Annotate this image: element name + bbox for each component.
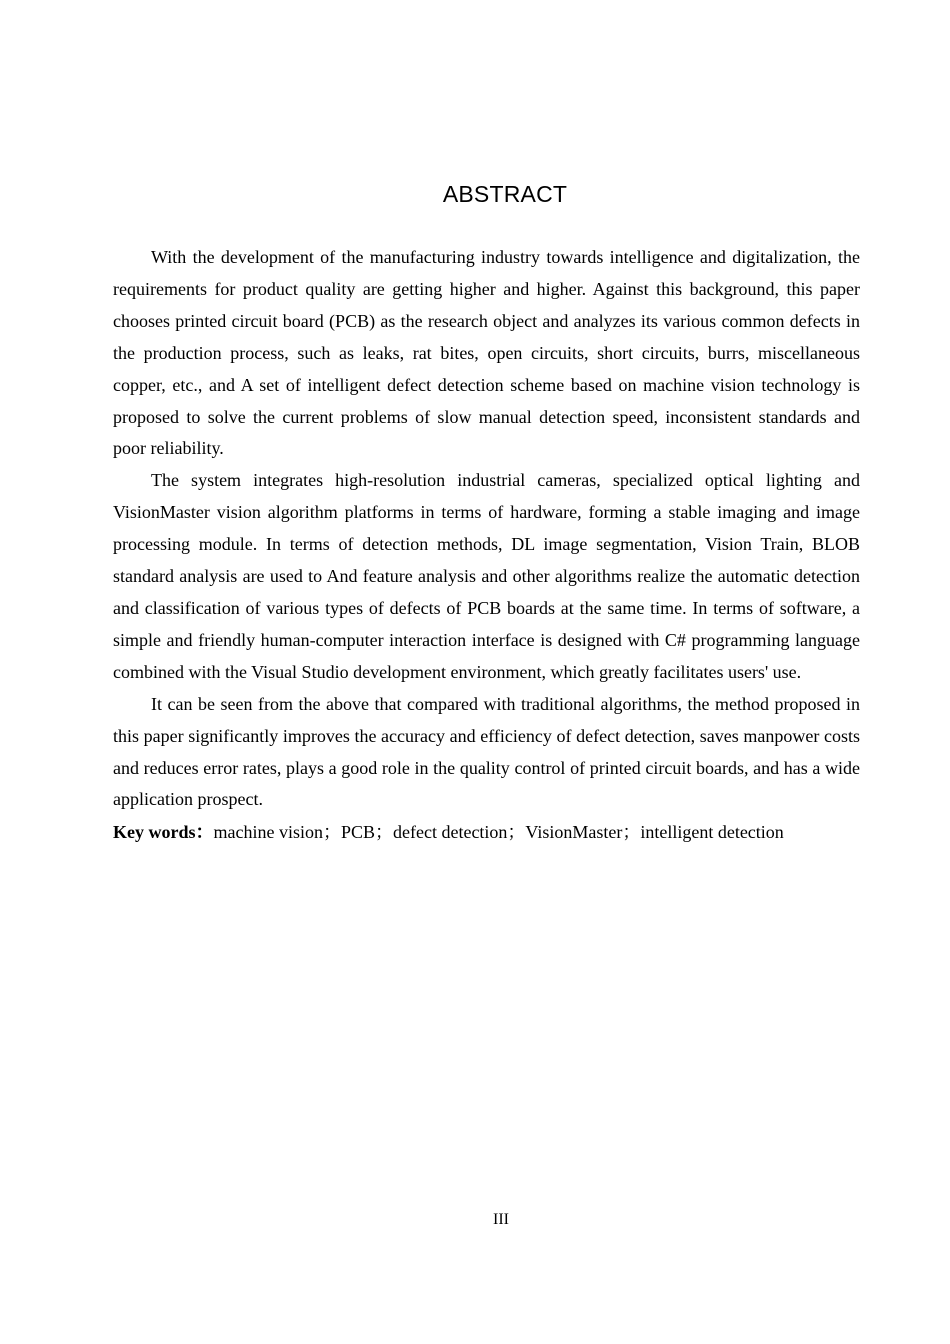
abstract-title: ABSTRACT [442, 181, 568, 207]
abstract-paragraph-3: It can be seen from the above that compared with traditional algorithms, the method proposed in this paper significantly improves the accuracy and efficiency of defect detection, saves manpower costs and reduces error rates, plays a good role in the quality control of printed circuit boards, and has a wide application prospect. [113, 693, 860, 810]
abstract-paragraph-1: With the development of the manufacturing industry towards intelligence and digitalization, the requirements for product quality are getting higher and higher. Against this background, this paper chooses printed circuit board (PCB) as the research object and analyzes its various common defects in the production process, such as leaks, rat bites, open circuits, short circuits, burrs, miscellaneous copper, etc., and A set of intelligent defect detection scheme based on machine vision technology is proposed to solve the current problems of slow manual detection speed, inconsistent standards and poor reliability. [113, 247, 860, 459]
abstract-body [113, 242, 860, 849]
keywords-label: Key words： [113, 822, 214, 843]
page-number: III [493, 1211, 509, 1228]
keywords-list: machine vision；PCB；defect detection；VisionMaster；intelligent detection [213, 822, 784, 843]
keywords-line [113, 817, 860, 849]
abstract-paragraph-2: The system integrates high-resolution industrial cameras, specialized optical lighting and VisionMaster vision algorithm platforms in terms of hardware, forming a stable imaging and image processing module. In terms of detection methods, DL image segmentation, Vision Train, BLOB standard analysis are used to And feature analysis and other algorithms realize the automatic detection and classification of various types of defects of PCB boards at the same time. In terms of software, a simple and friendly human-computer interaction interface is designed with C# programming language combined with the Visual Studio development environment, which greatly facilitates users' use. [113, 470, 860, 682]
